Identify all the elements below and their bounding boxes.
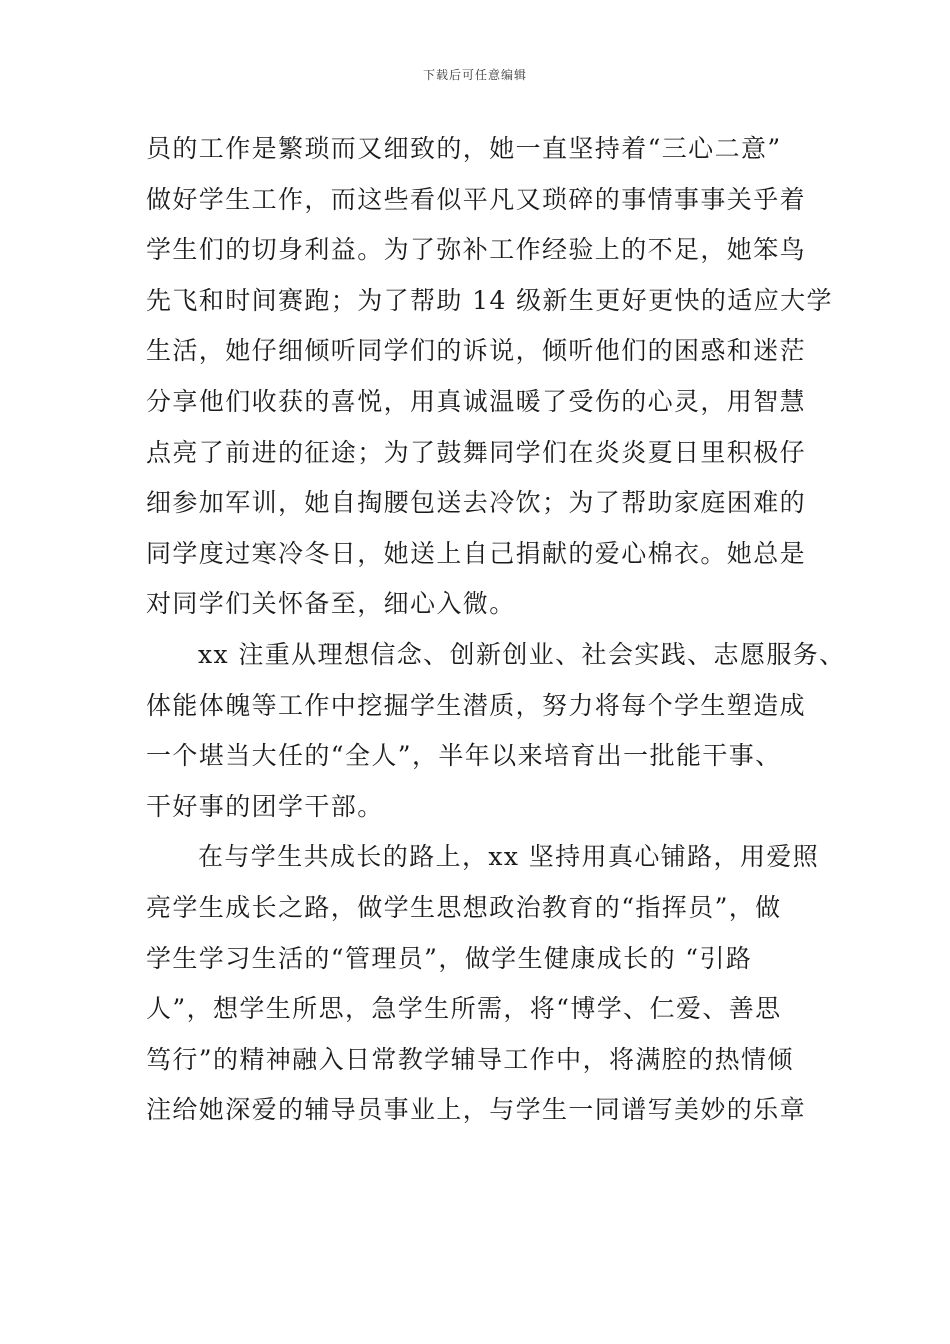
header-note: 下载后可任意编辑 [422,68,527,82]
text-line: 学生们的切身利益。为了弥补工作经验上的不足，她笨鸟 [146,235,807,265]
text-line: 做好学生工作，而这些看似平凡又琐碎的事情事事关乎着 [146,184,807,214]
paragraph-start-line: xx 注重从理想信念、创新创业、社会实践、志愿服务、 [198,639,846,669]
text-line: 细参加军训，她自掏腰包送去冷饮；为了帮助家庭困难的 [146,488,807,518]
text-line: 生活，她仔细倾听同学们的诉说，倾听他们的困惑和迷茫 [146,336,807,366]
text-line: 对同学们关怀备至，细心入微。 [146,589,516,619]
text-line: 员的工作是繁琐而又细致的，她一直坚持着“三心二意” [146,134,782,163]
text-line: 分享他们收获的喜悦，用真诚温暖了受伤的心灵，用智慧 [146,386,807,416]
text-line: 干好事的团学干部。 [146,791,384,821]
text-line: 一个堪当大任的“全人”，半年以来培育出一批能干事、 [146,741,782,771]
text-line: 点亮了前进的征途；为了鼓舞同学们在炎炎夏日里积极仔 [146,437,807,467]
text-line: 同学度过寒冷冬日，她送上自己捐献的爱心棉衣。她总是 [146,538,807,568]
text-line: 笃行”的精神融入日常教学辅导工作中，将满腔的热情倾 [146,1044,794,1074]
text-line: 人”，想学生所思，急学生所需，将“博学、仁爱、善思 [146,994,782,1024]
text-line: 体能体魄等工作中挖掘学生潜质，努力将每个学生塑造成 [146,690,807,720]
text-line: 先飞和时间赛跑；为了帮助 14 级新生更好更快的适应大学 [146,285,833,315]
text-line: 亮学生成长之路，做学生思想政治教育的“指挥员”，做 [146,892,782,922]
paragraph-start-line: 在与学生共成长的路上，xx 坚持用真心铺路，用爱照 [198,842,820,872]
document-body [146,124,846,1136]
text-line: 学生学习生活的“管理员”，做学生健康成长的 “引路 [146,943,753,973]
text-line: 注给她深爱的辅导员事业上，与学生一同谱写美妙的乐章 [146,1095,807,1125]
